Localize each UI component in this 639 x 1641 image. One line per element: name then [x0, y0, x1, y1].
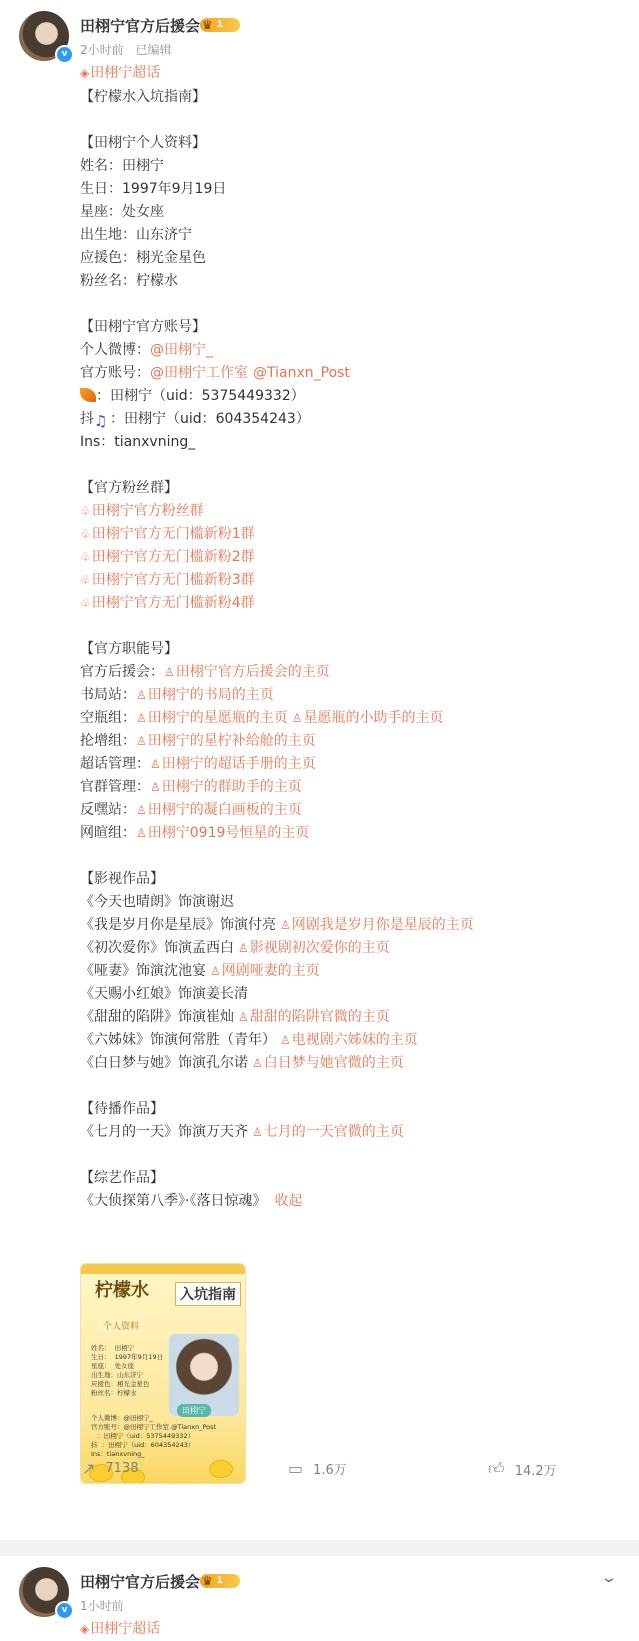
user-page-name: 网剧哑妻的主页 — [221, 963, 320, 979]
group-name: 田栩宁官方粉丝群 — [91, 503, 204, 519]
post-text-line — [80, 1029, 418, 1052]
user-page-name: 田栩宁的群助手的主页 — [161, 779, 302, 795]
line-text: 《六姊妹》饰演何常胜（青年） — [80, 1032, 276, 1048]
user-icon: ♙ — [136, 734, 147, 748]
line-text: ：田栩宁（uid：5375449332） — [96, 388, 305, 404]
chevron-down-icon[interactable]: ⌄ — [600, 1570, 618, 1586]
line-text: 姓名：田栩宁 — [80, 158, 164, 174]
group-name: 田栩宁官方无门槛新粉3群 — [91, 572, 255, 588]
line-text: 《哑妻》饰演沈池宴 — [80, 963, 206, 979]
post-text-line — [80, 822, 309, 845]
post-text-line — [80, 730, 316, 753]
user-icon: ♙ — [164, 665, 175, 679]
user-page-link[interactable] — [238, 1009, 390, 1025]
post-text-line — [80, 224, 192, 247]
post-text-line — [80, 316, 206, 339]
user-icon: ♙ — [136, 826, 147, 840]
post-text-line — [80, 201, 164, 224]
post-text-line — [80, 868, 164, 891]
image-section-label: 个人资料 — [97, 1318, 145, 1333]
post-image[interactable] — [80, 1263, 246, 1484]
weibo-post — [0, 1556, 639, 1641]
user-page-link[interactable] — [136, 710, 288, 726]
badge-level: 1 — [216, 1576, 224, 1586]
line-text: 【官方职能号】 — [80, 641, 178, 657]
post-text-line — [80, 155, 164, 178]
repost-icon: ↗ — [82, 1459, 96, 1478]
line-text: ：田栩宁（uid：604354243） — [110, 411, 310, 427]
group-icon: ♧ — [80, 504, 91, 518]
fan-badge[interactable] — [200, 1574, 240, 1588]
post-text-line — [80, 914, 474, 937]
user-page-link[interactable] — [136, 802, 302, 818]
post-text-line — [80, 247, 206, 270]
topic-label: 田栩宁超话 — [90, 65, 161, 81]
user-page-link[interactable] — [280, 1032, 418, 1048]
post-text-line — [80, 1121, 404, 1144]
user-icon: ♙ — [280, 1033, 291, 1047]
author-name[interactable]: 田栩宁官方后援会 — [80, 17, 201, 35]
fan-group-link[interactable] — [80, 592, 255, 615]
line-text: 【柠檬水入坑指南】 — [80, 89, 206, 105]
line-text: 《白日梦与她》饰演孔尔诺 — [80, 1055, 248, 1071]
post-time[interactable]: 1小时前 — [80, 1599, 124, 1613]
mention-link[interactable]: @田栩宁工作室 — [150, 365, 248, 381]
user-page-name: 白日梦与她官微的主页 — [263, 1055, 404, 1071]
group-name: 田栩宁官方无门槛新粉1群 — [91, 526, 255, 542]
user-page-name: 网剧我是岁月你是星辰的主页 — [291, 917, 474, 933]
line-text: 个人微博： — [80, 342, 150, 358]
post-text-line — [80, 891, 234, 914]
post-time[interactable]: 2小时前 — [80, 43, 124, 57]
user-icon: ♙ — [238, 1010, 249, 1024]
line-text: 超话管理： — [80, 756, 150, 772]
user-icon: ♙ — [210, 964, 221, 978]
post-text-line — [80, 960, 320, 983]
super-topic-link[interactable] — [80, 62, 160, 85]
post-text-line — [80, 661, 330, 684]
verified-icon: v — [55, 45, 74, 64]
comment-icon: ▭ — [288, 1459, 304, 1478]
group-icon: ♧ — [80, 550, 91, 564]
line-text: 官方后援会： — [80, 664, 164, 680]
mention-link[interactable]: @Tianxn_Post — [253, 365, 350, 381]
user-page-name: 田栩宁的星愿瓶的主页 — [147, 710, 288, 726]
user-page-name: 田栩宁0919号恒星的主页 — [147, 825, 310, 841]
user-page-name: 田栩宁官方后援会的主页 — [175, 664, 330, 680]
user-icon: ♙ — [136, 688, 147, 702]
line-text: 反嘿站： — [80, 802, 136, 818]
line-text: 《今天也晴朗》饰演谢迟 — [80, 894, 234, 910]
user-page-link[interactable] — [136, 687, 274, 703]
user-icon: ♙ — [280, 918, 291, 932]
line-text: 出生地：山东济宁 — [80, 227, 192, 243]
badge-level: 1 — [216, 20, 224, 30]
post-text-line — [80, 270, 178, 293]
post-text-line — [80, 477, 178, 500]
group-name: 田栩宁官方无门槛新粉2群 — [91, 549, 255, 565]
fan-badge[interactable] — [200, 18, 240, 32]
post-text-line — [80, 684, 274, 707]
repost-button[interactable] — [82, 1459, 139, 1478]
post-divider — [0, 1540, 639, 1556]
user-page-link[interactable] — [252, 1055, 404, 1071]
post-text-line — [80, 86, 206, 109]
music-note-emoji-icon: ♫ — [94, 412, 108, 430]
text-prefix: 抖 — [80, 411, 94, 427]
post-text-line — [80, 707, 444, 730]
line-text: 书局站： — [80, 687, 136, 703]
like-icon: 👍︎ — [488, 1459, 505, 1478]
collapse-link[interactable]: 收起 — [274, 1193, 303, 1209]
user-icon: ♙ — [252, 1056, 263, 1070]
line-text: 《初次爱你》饰演孟西白 — [80, 940, 234, 956]
user-icon: ♙ — [150, 780, 161, 794]
line-text: 星座：处女座 — [80, 204, 164, 220]
line-text: 【官方粉丝群】 — [80, 480, 178, 496]
image-nameplate: 田栩宁 — [177, 1404, 211, 1417]
line-text: 【综艺作品】 — [80, 1170, 164, 1186]
image-accounts-text: 个人微博：@田栩宁_ 官方账号：@田栩宁工作室 @Tianxn_Post ：田栩宁（uid：5375449332） 抖 ：田栩宁（uid：604354243） Ins：tianxvning_ — [91, 1414, 217, 1458]
post-text-line — [80, 339, 213, 362]
line-text: 生日：1997年9月19日 — [80, 181, 227, 197]
image-info-text: 姓名： 田栩宁 生日： 1997年9月19日 星座： 处女座 出生地：山东济宁 应援色：栩光金星色 粉丝名：柠檬水 — [91, 1344, 164, 1397]
fan-group-link[interactable] — [80, 523, 255, 546]
line-text: 《甜甜的陷阱》饰演崔灿 — [80, 1009, 234, 1025]
post-text-line — [80, 983, 248, 1006]
crown-icon: ♛ — [202, 18, 213, 32]
user-icon: ♙ — [150, 757, 161, 771]
group-icon: ♧ — [80, 527, 91, 541]
user-page-link[interactable] — [292, 710, 444, 726]
post-text-line — [80, 638, 178, 661]
line-text: 空瓶组： — [80, 710, 136, 726]
line-text: 抡增组： — [80, 733, 136, 749]
topic-label: 田栩宁超话 — [90, 1621, 161, 1637]
user-page-link[interactable] — [210, 963, 320, 979]
super-topic-icon: ◈ — [80, 66, 90, 80]
user-page-name: 星愿瓶的小助手的主页 — [303, 710, 444, 726]
line-text: 《天赐小红娘》饰演姜长清 — [80, 986, 248, 1002]
line-text: 《七月的一天》饰演万天齐 — [80, 1124, 248, 1140]
line-text: 【影视作品】 — [80, 871, 164, 887]
post-text-line — [80, 753, 316, 776]
line-text: 【田栩宁官方账号】 — [80, 319, 206, 335]
post-text-line — [80, 1190, 302, 1213]
post-text-line — [80, 1006, 390, 1029]
user-page-name: 电视剧六姊妹的主页 — [291, 1032, 418, 1048]
post-text-line — [80, 408, 310, 431]
line-text: 《我是岁月你是星辰》饰演付亮 — [80, 917, 276, 933]
user-page-name: 影视剧初次爱你的主页 — [249, 940, 390, 956]
edited-label[interactable]: 已编辑 — [135, 43, 172, 57]
post-text-line — [80, 776, 302, 799]
post-text-line — [80, 385, 305, 408]
crown-icon: ♛ — [202, 1574, 213, 1588]
author-name[interactable]: 田栩宁官方后援会 — [80, 1573, 201, 1591]
user-icon: ♙ — [136, 711, 147, 725]
user-page-link[interactable] — [164, 664, 330, 680]
group-name: 田栩宁官方无门槛新粉4群 — [91, 595, 255, 611]
line-text: 粉丝名：柠檬水 — [80, 273, 178, 289]
post-meta — [80, 41, 179, 58]
user-page-link[interactable] — [238, 940, 390, 956]
user-page-name: 甜甜的陷阱官微的主页 — [249, 1009, 390, 1025]
user-icon: ♙ — [252, 1125, 263, 1139]
user-icon: ♙ — [136, 803, 147, 817]
user-page-link[interactable] — [136, 825, 309, 841]
line-text: Ins：tianxvning_ — [80, 434, 196, 450]
lemon-decoration — [209, 1460, 233, 1478]
line-text: 《大侦探第八季》·《落日惊魂》 — [80, 1193, 267, 1209]
group-icon: ♧ — [80, 573, 91, 587]
group-icon: ♧ — [80, 596, 91, 610]
user-page-link[interactable] — [280, 917, 474, 933]
like-count: 14.2万 — [514, 1463, 557, 1479]
user-page-name: 田栩宁的星柠补给舱的主页 — [147, 733, 316, 749]
user-page-link[interactable] — [252, 1124, 404, 1140]
line-text: 【田栩宁个人资料】 — [80, 135, 206, 151]
like-button[interactable] — [488, 1459, 557, 1479]
user-page-name: 田栩宁的书局的主页 — [147, 687, 274, 703]
mention-link[interactable]: @田栩宁_ — [150, 342, 213, 358]
fan-group-link[interactable] — [80, 500, 204, 523]
user-icon: ♙ — [238, 941, 249, 955]
image-band — [81, 1264, 245, 1274]
fan-group-link[interactable] — [80, 546, 255, 569]
post-text-line — [80, 937, 390, 960]
line-text: 【待播作品】 — [80, 1101, 164, 1117]
post-text-line — [80, 1098, 164, 1121]
image-title: 柠檬水 — [95, 1280, 149, 1301]
post-meta — [80, 1597, 132, 1614]
leaf-emoji-icon — [80, 388, 96, 402]
super-topic-icon: ◈ — [80, 1622, 90, 1636]
post-text-line — [80, 362, 350, 385]
image-subtitle: 入坑指南 — [175, 1282, 241, 1306]
line-text: 网暄组： — [80, 825, 136, 841]
verified-icon: v — [55, 1601, 74, 1620]
user-icon: ♙ — [291, 711, 303, 725]
user-page-link[interactable] — [150, 779, 302, 795]
line-text: 官方账号： — [80, 365, 150, 381]
post-text-line — [80, 1052, 404, 1075]
repost-count: 7138 — [105, 1461, 139, 1476]
line-text: 官群管理： — [80, 779, 150, 795]
post-text-line — [80, 1167, 164, 1190]
post-text-line — [80, 132, 206, 155]
post-text-line — [80, 799, 302, 822]
fan-group-link[interactable] — [80, 569, 255, 592]
user-page-link[interactable] — [150, 756, 316, 772]
user-page-name: 田栩宁的超话手册的主页 — [161, 756, 316, 772]
post-text-line — [80, 178, 226, 201]
super-topic-link[interactable] — [80, 1618, 160, 1641]
line-text: 应援色：栩光金星色 — [80, 250, 206, 266]
user-page-name: 七月的一天官微的主页 — [263, 1124, 404, 1140]
user-page-name: 田栩宁的凝白画板的主页 — [147, 802, 302, 818]
comment-count: 1.6万 — [313, 1463, 347, 1478]
post-text-line — [80, 431, 195, 454]
user-page-link[interactable] — [136, 733, 316, 749]
comment-button[interactable] — [288, 1459, 347, 1478]
